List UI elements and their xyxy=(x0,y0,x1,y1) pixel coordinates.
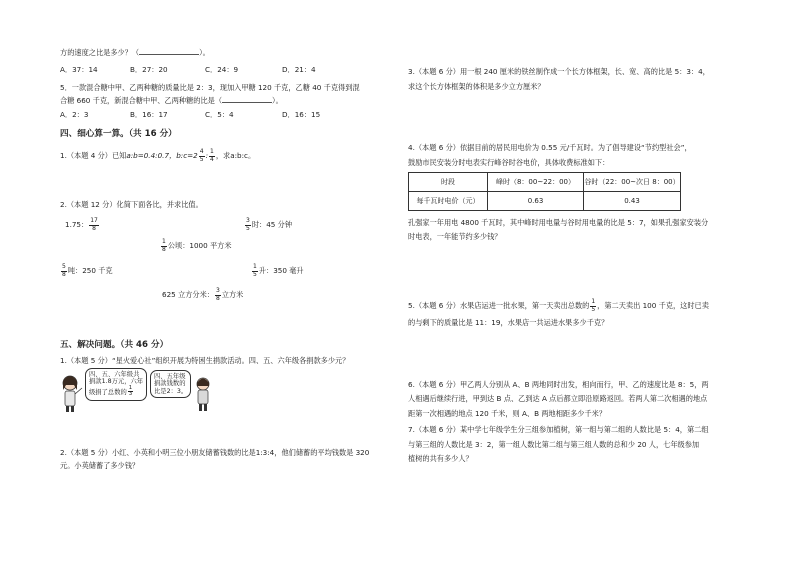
calc-1: 1.（本题 4 分）已知a:b=0.4:0.7，b:c=2 $\frac{4}{5}$ : $\frac{1}{4}$ ，求a:b:c。 xyxy=(60,148,256,163)
fraction: $\frac{1}{4}$ xyxy=(210,148,214,163)
problem-6-line3: 距第一次相遇的地点 120 千米，则 A、B 两地相距多少千米？ xyxy=(408,409,607,418)
girl-figure-right xyxy=(196,376,210,412)
ratio-3b: $\frac{1}{5}$ 升：350 毫升 xyxy=(253,263,304,278)
problem-4-line4: 时电表，一年能节约多少钱？ xyxy=(408,232,502,241)
fraction: $\frac{4}{5}$ xyxy=(199,148,204,163)
problem-3-line2: 求这个长方体框架的体积是多少立方厘米？ xyxy=(408,82,545,91)
table-cell: 0.43 xyxy=(584,192,681,211)
ratio-4: 625 立方分米： $\frac{3}{8}$ 立方米 xyxy=(162,287,244,302)
table-header-cell: 谷时（22：00~次日 8：00） xyxy=(584,173,681,192)
speech-bubble-left: 四、五、六年级共 捐款1.8万元，六年 级捐了总数的 $\frac{1}{3}$ xyxy=(85,368,147,401)
table-cell: 每千瓦时电价（元） xyxy=(409,192,488,211)
q5-option-a[interactable]: A．2：3 xyxy=(60,110,89,119)
table-header-row xyxy=(409,173,681,192)
problem-5-line1: 5.（本题 6 分）水果店运进一批水果，第一天卖出总数的 $\frac{1}{5}$ ，第二天卖出 100 千克，这时已卖 xyxy=(408,298,709,313)
answer-blank[interactable] xyxy=(222,102,272,103)
problem-2-line1: 2.（本题 5 分）小红、小英和小明三位小朋友储蓄钱数的比是1:3:4，他们储蓄的平均钱数是 320 xyxy=(60,448,370,457)
table-header-cell: 时段 xyxy=(409,173,488,192)
table-cell: 0.63 xyxy=(488,192,584,211)
section-4-heading: 四、细心算一算。（共 16 分） xyxy=(60,129,177,139)
answer-blank[interactable] xyxy=(139,54,199,55)
problem-2-line2: 元。小英储蓄了多少钱？ xyxy=(60,461,140,470)
table-header-cell: 峰时（8：00~22：00） xyxy=(488,173,584,192)
speech-bubble-right: 四、五年级 捐款钱数的 比是2：3。 xyxy=(150,370,191,398)
problem-6-line1: 6.（本题 6 分）甲乙两人分别从 A、B 两地同时出发，相向而行，甲、乙的速度比是 8：5，两 xyxy=(408,380,709,389)
table-row xyxy=(409,192,681,211)
ratio-3a: $\frac{5}{8}$ 吨：250 千克 xyxy=(62,263,113,278)
ratio-1a: 1.75： $\frac{17}{8}$ xyxy=(65,217,98,232)
problem-7-line1: 7.（本题 6 分）某中学七年级学生分三组参加植树，第一组与第二组的人数比是 5：4，第二组 xyxy=(408,425,709,434)
problem-5-line2: 的与剩下的质量比是 11：19，水果店一共运进水果多少千克？ xyxy=(408,318,609,327)
problem-6-line2: 人相遇后继续行进，甲到达 B 点、乙到达 A 点后都立即沿原路返回。若两人第二次相遇的地点 xyxy=(408,394,708,403)
problem-4-line2: 鼓励市民安装分时电表实行峰谷时谷电价，具体收费标准如下： xyxy=(408,158,610,167)
ratio-1b: $\frac{3}{5}$ 时：45 分钟 xyxy=(246,217,293,232)
ratio-2: $\frac{1}{8}$ 公顷：1000 平方米 xyxy=(162,238,232,253)
q4-option-b[interactable]: B．27：20 xyxy=(130,65,168,74)
problem-4-line1: 4.（本题 6 分）依据目前的居民用电价为 0.55 元/千瓦时。为了倡导建设“节约型社会”， xyxy=(408,143,692,152)
problem-1: 1.（本题 5 分）“星火爱心社”组织开展为特困生捐款活动。四、五、六年级各捐款多少元？ xyxy=(60,356,350,365)
problem-7-line2: 与第三组的人数比是 3：2，第一组人数比第二组与第三组人数的总和少 20 人，七年级参加 xyxy=(408,440,700,449)
problem-4-line3: 孔强家一年用电 4800 千瓦时，其中峰时用电量与谷时用电量的比是 5：7，如果孔强家安装分 xyxy=(408,218,709,227)
q4-option-d[interactable]: D．21：4 xyxy=(282,65,316,74)
students-illustration xyxy=(60,370,210,412)
q5-line2: 合糖 660 千克，新混合糖中甲、乙两种糖的比是（ ）。 xyxy=(60,96,283,105)
problem-3-line1: 3.（本题 6 分）用一根 240 厘米的铁丝制作成一个长方体框架，长、宽、高的比是 5：3：4， xyxy=(408,67,710,76)
problem-7-line3: 植树的共有多少人？ xyxy=(408,454,473,463)
q5-line1: 5．一款混合糖中甲、乙两种糖的质量比是 2：3，现加入甲糖 120 千克，乙糖 40 千克得到混 xyxy=(60,83,360,92)
q5-option-b[interactable]: B．16：17 xyxy=(130,110,168,119)
electricity-price-table xyxy=(408,172,681,211)
q4-option-c[interactable]: C．24：9 xyxy=(205,65,239,74)
q5-option-d[interactable]: D．16：15 xyxy=(282,110,321,119)
q5-option-c[interactable]: C．5：4 xyxy=(205,110,234,119)
section-5-heading: 五、解决问题。（共 46 分） xyxy=(60,340,169,350)
calc-2: 2.（本题 12 分）化简下面各比，并求比值。 xyxy=(60,200,203,209)
q4-option-a[interactable]: A．37：14 xyxy=(60,65,98,74)
q4-tail: 方的速度之比是多少？（ ）。 xyxy=(60,48,210,57)
